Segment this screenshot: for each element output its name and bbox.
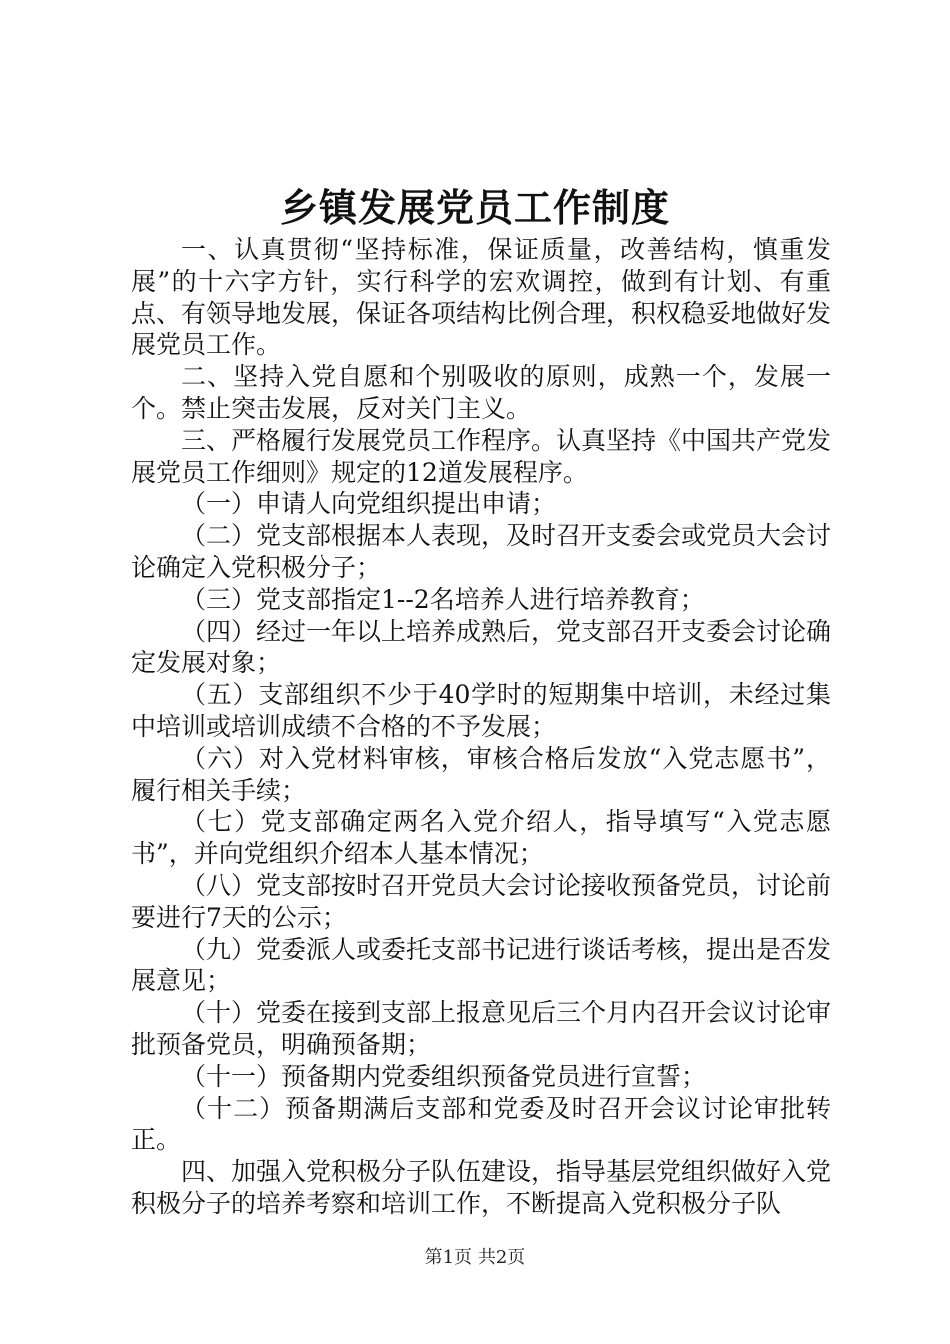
list-item: （八）党支部按时召开党员大会讨论接收预备党员，讨论前要进行7天的公示；: [131, 870, 832, 932]
paragraph: 三、严格履行发展党员工作程序。认真坚持《中国共产党发展党员工作细则》规定的12道发展程序。: [131, 425, 832, 487]
list-item: （五）支部组织不少于40学时的短期集中培训，未经过集中培训或培训成绩不合格的不予发展；: [131, 680, 831, 741]
list-item: （四）经过一年以上培养成熟后，党支部召开支委会讨论确定发展对象；: [131, 616, 832, 678]
document-body: [131, 234, 831, 1220]
paragraph: 一、认真贯彻“坚持标准，保证质量，改善结构，慎重发展”的十六字方针，实行科学的宏欢调控，做到有计划、有重点、有领导地发展，保证各项结构比例合理，积权稳妥地做好发展党员工作。: [131, 235, 832, 360]
list-item: （十二）预备期满后支部和党委及时召开会议讨论审批转正。: [131, 1093, 831, 1155]
list-item: （三）党支部指定1--2名培养人进行培养教育；: [181, 584, 705, 614]
list-item: （十一）预备期内党委组织预备党员进行宣誓；: [181, 1061, 707, 1091]
paragraph: 四、加强入党积极分子队伍建设，指导基层党组织做好入党积极分子的培养考察和培训工作，不断提高入党积极分子队: [131, 1157, 832, 1218]
list-item: （二）党支部根据本人表现，及时召开支委会或党员大会讨论确定入党积极分子；: [131, 521, 832, 582]
list-item: （七）党支部确定两名入党介绍人，指导填写“入党志愿书”，并向党组织介绍本人基本情况；: [131, 807, 831, 869]
list-item: （六）对入党材料审核，审核合格后发放“入党志愿书”，履行相关手续；: [131, 743, 831, 805]
page-footer: 第1页 共2页: [424, 1247, 526, 1268]
list-item: （一）申请人向党组织提出申请；: [181, 489, 557, 519]
paragraph: 二、坚持入党自愿和个别吸收的原则，成熟一个，发展一个。禁止突击发展，反对关门主义。: [131, 362, 831, 423]
document-title: 乡镇发展党员工作制度: [279, 185, 670, 230]
list-item: （九）党委派人或委托支部书记进行谈话考核，提出是否发展意见；: [131, 934, 832, 996]
list-item: （十）党委在接到支部上报意见后三个月内召开会议讨论审批预备党员，明确预备期；: [131, 998, 832, 1059]
